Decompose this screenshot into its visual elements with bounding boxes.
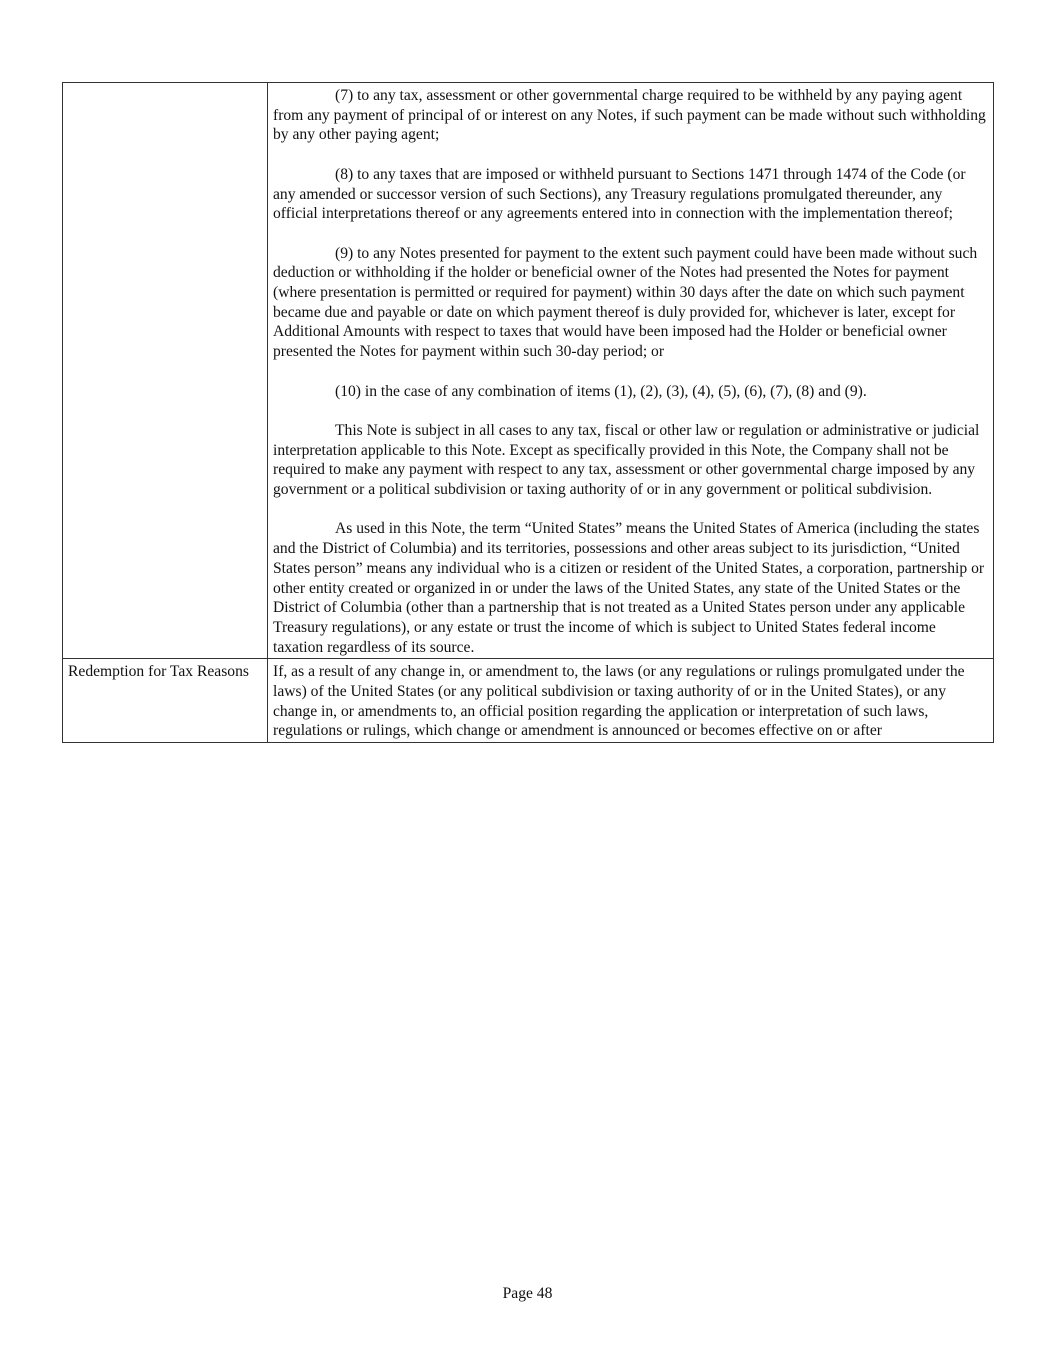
paragraph-item-10: (10) in the case of any combination of items (1), (2), (3), (4), (5), (6), (7), (8) and (9). bbox=[335, 382, 867, 400]
table-row bbox=[63, 83, 994, 659]
row-label-cell: Redemption for Tax Reasons bbox=[63, 659, 268, 743]
page-number: Page 48 bbox=[502, 1285, 553, 1302]
paragraph-item-9: (9) to any Notes presented for payment to the extent such payment could have been made without such deduction or withholding if the holder or beneficial owner of the Notes had presented the Notes for payment (where presentation is permitted or required for payment) within 30 days after the date on which such payment became due and payable or date on which payment thereof is duly provided for, whichever is later, except for Additional Amounts with respect to taxes that would have been imposed had the Holder or beneficial owner presented the Notes for payment within such 30-day period; or bbox=[273, 244, 978, 361]
paragraph-tax-law-applicability: This Note is subject in all cases to any tax, fiscal or other law or regulation or administrative or judicial interpretation applicable to this Note. Except as specifically provided in this Note, the Company shall not be required to make any payment with respect to any tax, assessment or other governmental charge imposed by any government or a political subdivision or taxing authority of or in any government or political subdivision. bbox=[273, 421, 980, 498]
table-row bbox=[63, 659, 994, 743]
paragraph-item-7: (7) to any tax, assessment or other governmental charge required to be withheld by any paying agent from any payment of principal of or interest on any Notes, if such payment can be made without such withholding by any other paying agent; bbox=[273, 87, 986, 144]
paragraph-item-8: (8) to any taxes that are imposed or withheld pursuant to Sections 1471 through 1474 of the Code (or any amended or successor version of such Sections), any Treasury regulations promulgated thereunder, any official interpretations thereof or any agreements entered into in connection with the implementation thereof; bbox=[273, 165, 966, 223]
paragraph-redemption-for-tax-reasons: If, as a result of any change in, or amendment to, the laws (or any regulations or rulings promulgated under the laws) of the United States (or any political subdivision or taxing authority of or in the United States), or any change in, or amendments to, an official position regarding the application or interpretation of such laws, regulations or rulings, which change or amendment is announced or becomes effective on or after bbox=[273, 663, 965, 740]
paragraph-united-states-definition: As used in this Note, the term “United States” means the United States of America (including the states and the District of Columbia) and its territories, possessions and other areas subject to its jurisdiction, “United States person” means any individual who is a citizen or resident of the United States, a corporation, partnership or other entity created or organized in or under the laws of the United States, any state of the United States or the District of Columbia (other than a partnership that is not treated as a United States person under any applicable Treasury regulations), or any estate or trust the income of which is subject to United States federal income taxation regardless of its source. bbox=[273, 520, 985, 656]
row-label-cell bbox=[63, 83, 268, 659]
row-body-cell bbox=[268, 83, 994, 659]
row-body-cell bbox=[268, 659, 994, 743]
terms-table bbox=[62, 82, 994, 743]
